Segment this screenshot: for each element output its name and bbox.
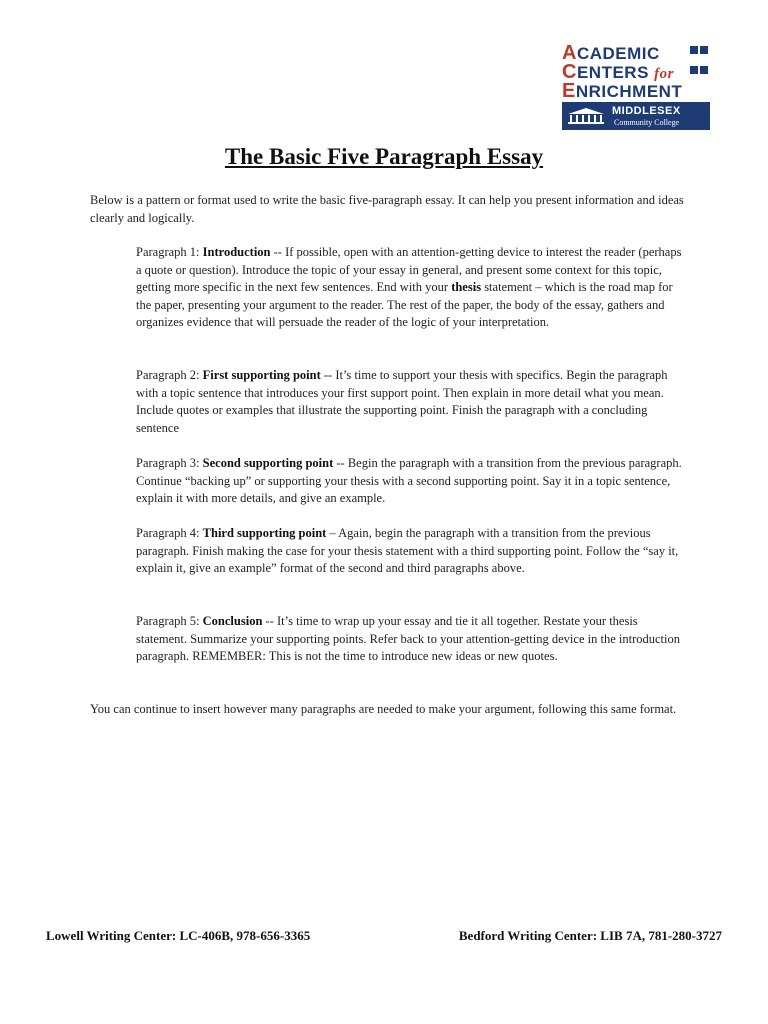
- paragraph-4-heading: Third supporting point: [202, 526, 327, 540]
- page-title: The Basic Five Paragraph Essay: [224, 144, 544, 169]
- paragraph-1-heading: Introduction: [202, 245, 271, 259]
- footer-lowell-contact: Lowell Writing Center: LC-406B, 978-656-3365: [46, 928, 311, 943]
- logo-squares-icon: [690, 44, 710, 80]
- building-icon: [566, 107, 606, 125]
- thesis-emphasis: thesis: [451, 280, 482, 295]
- paragraph-2: Paragraph 2: First supporting point -- It’s time to support your thesis with specifics. Begin the paragraph with a topic sentence that introduces your first support point. Then explain in more detail what you mean. Include quotes or examples that illustrate the supporting point. Finish the paragraph with a concluding sentence: [136, 368, 668, 435]
- closing-paragraph: You can continue to insert however many paragraphs are needed to make your argument, following this same format.: [90, 702, 677, 716]
- logo-line-centers: CENTERS for: [562, 61, 674, 83]
- logo-line-academic: ACADEMIC: [562, 42, 660, 64]
- academic-centers-logo: [562, 44, 710, 132]
- middlesex-band: [562, 102, 710, 130]
- band-college-name: MIDDLESEX: [612, 105, 681, 117]
- paragraph-5-heading: Conclusion: [202, 614, 263, 628]
- paragraph-1: Paragraph 1: Introduction -- If possible, open with an attention-getting device to interest the reader (perhaps a quote or question). Introduce the topic of your essay in general, and present some context for this topic, getting more specific in the next few sentences. End with your thesis statement – which is the road map for the paper, presenting your argument to the reader. The rest of the paper, the body of the essay, gathers and organizes evidence that will persuade the reader of the logic of your interpretation.: [136, 245, 682, 330]
- band-college-subtitle: Community College: [614, 118, 680, 127]
- logo-line-enrichment: ENRICHMENT: [562, 80, 683, 102]
- paragraph-2-heading: First supporting point: [202, 368, 321, 382]
- intro-paragraph: Below is a pattern or format used to write the basic five-paragraph essay. It can help you present information and ideas clearly and logically.: [90, 193, 684, 225]
- paragraph-3-heading: Second supporting point: [202, 456, 334, 470]
- paragraph-3: Paragraph 3: Second supporting point -- Begin the paragraph with a transition from the previous paragraph. Continue “backing up” or supporting your thesis with a second supporting point. Say it in a topic sentence, explain it with more details, and give an example.: [136, 456, 682, 506]
- paragraph-4: Paragraph 4: Third supporting point – Again, begin the paragraph with a transition from the previous paragraph. Finish making the case for your thesis statement with a third supporting point. Follow the “say it, explain it, give an example” format of the second and third paragraphs above.: [136, 526, 679, 576]
- footer-bedford-contact: Bedford Writing Center: LIB 7A, 781-280-3727: [458, 928, 722, 943]
- paragraph-5: Paragraph 5: Conclusion -- It’s time to wrap up your essay and tie it all together. Restate your thesis statement. Summarize your supporting points. Refer back to your attention-getting device in the introduction paragraph. REMEMBER: This is not the time to introduce new ideas or new quotes.: [136, 614, 680, 664]
